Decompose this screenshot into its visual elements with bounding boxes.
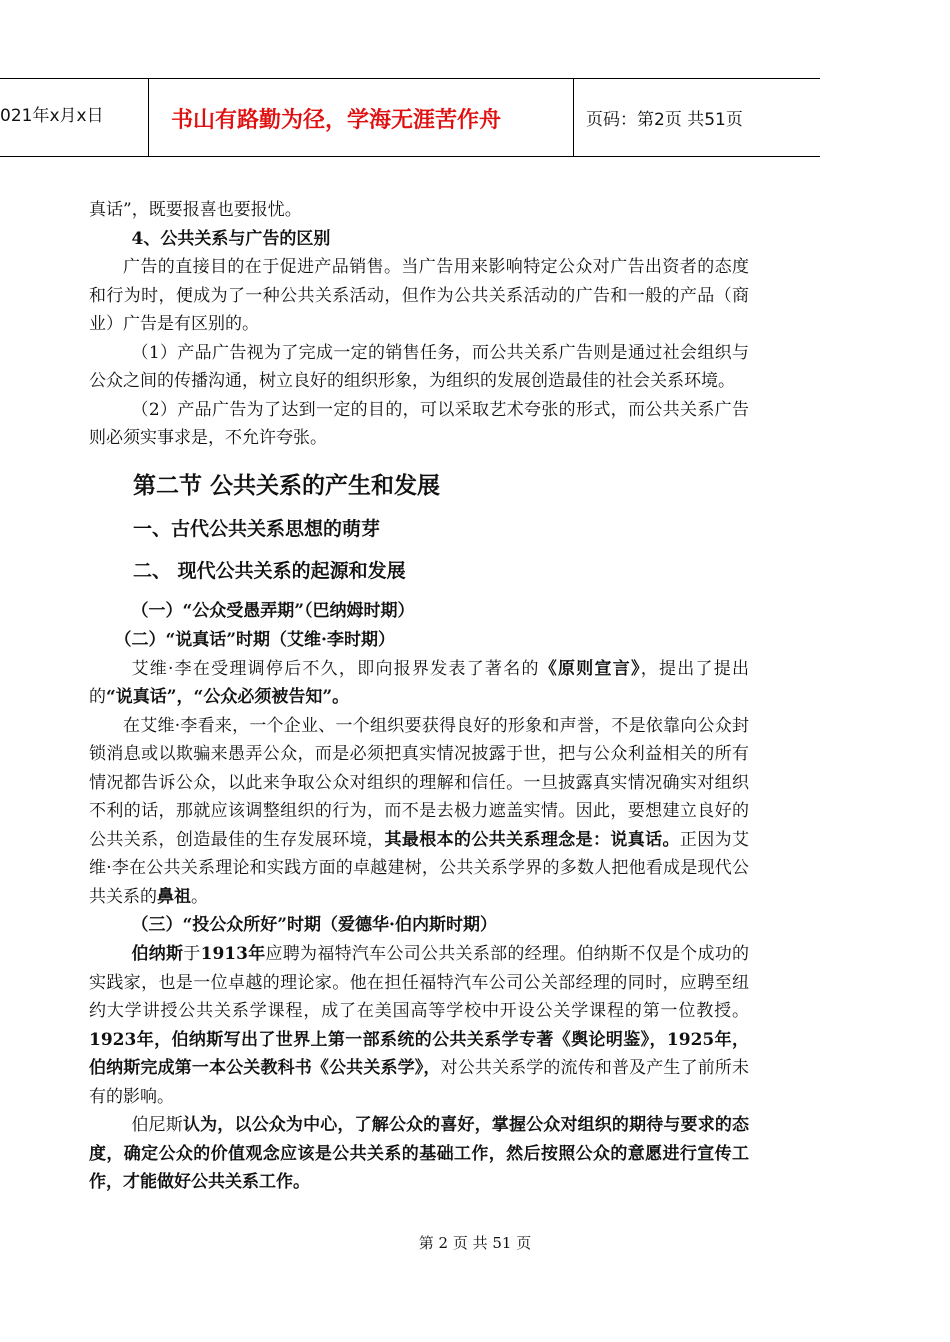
text-span: 。 (191, 886, 208, 907)
section-title: 第二节 公共关系的产生和发展 (133, 472, 441, 499)
text-span: 于 (183, 944, 201, 964)
paragraph-ivy-lee-declaration (89, 655, 749, 712)
document-body (89, 196, 749, 1197)
text-bold-span: “说真话”，“公众必须被告知”。 (106, 687, 350, 707)
text-bold-span: 1913年 (200, 944, 266, 964)
text-bold-span: 伯纳斯 (131, 944, 184, 964)
paragraph-continuation: 真话”，既要报喜也要报忧。 (89, 200, 302, 220)
paragraph-bernays-view (89, 1111, 749, 1197)
paragraph-ivy-lee-view (89, 712, 749, 912)
page-footer: 第 2 页 共 51 页 (418, 1234, 532, 1252)
subheading-ivy-lee-period: （二）“说真话”时期（艾维·李时期） (114, 629, 395, 650)
text-bold-span: 1923年，伯纳斯写出了世界上第一部系统的公共关系学专著《舆论明鉴》，1925年，伯纳斯完成第一本公关教科书《公共关系学》， (89, 1029, 749, 1078)
page-header (0, 78, 820, 157)
text-span: 正因为艾维·李在公共关系理论和实践方面的卓越建树，公共关系学界的多数人把他看成是现代公共关系的 (89, 829, 750, 907)
paragraph-ad-point-2: （2）产品广告为了达到一定的目的，可以采取艺术夸张的形式，而公共关系广告则必须实事求是，不允许夸张。 (89, 399, 749, 448)
text-span: 应聘为福特汽车公司公共关系部的经理。伯纳斯不仅是个成功的实践家，也是一位卓越的理论家。他在担任福特汽车公司公关部经理的同时，应聘至纽约大学讲授公共关系学课程，成了在美国高等学校中开设公关学课程的第一位教授。 (89, 944, 750, 1021)
subheading-barnum-period: （一）“公众受愚弄期”（巴纳姆时期） (131, 600, 415, 621)
text-bold-span: 鼻祖 (157, 886, 191, 907)
text-span: 伯尼斯 (131, 1115, 183, 1135)
header-page-info: 页码：第2页 共51页 (586, 110, 743, 130)
paragraph-ad-point-1: （1）产品广告视为了完成一定的销售任务，而公共关系广告则是通过社会组织与公众之间的传播沟通，树立良好的组织形象，为组织的发展创造最佳的社会关系环境。 (89, 342, 749, 391)
text-bold-span: 其最根本的公共关系理念是：说真话。 (384, 829, 680, 850)
text-bold-span: 《原则宣言》 (539, 658, 641, 679)
text-span: 对公共关系学的流传和普及产生了前所未有的影响。 (89, 1058, 750, 1107)
paragraph-ad-intro: 广告的直接目的在于促进产品销售。当广告用来影响特定公众对广告出资者的态度和行为时，便成为了一种公共关系活动，但作为公共关系活动的广告和一般的产品（商业）广告是有区别的。 (89, 257, 749, 334)
subheading-bernays-period: （三）“投公众所好”时期（爱德华·伯内斯时期） (131, 915, 497, 935)
header-motto: 书山有路勤为径，学海无涯苦作舟 (171, 108, 502, 133)
heading-ad-difference: 4、公共关系与广告的区别 (131, 228, 331, 249)
text-span: 艾维·李在受理调停后不久，即向报界发表了著名的 (131, 658, 540, 679)
header-page-cell (575, 79, 820, 156)
text-bold-span: 认为，以公众为中心，了解公众的喜好，掌握公众对组织的期待与要求的态度，确定公众的价值观念应该是公共关系的基础工作，然后按照公众的意愿进行宣传工作，才能做好公共关系工作。 (89, 1115, 750, 1192)
text-span: ，提出了提出的 (89, 658, 750, 707)
header-date: 021年x月x日 (0, 106, 104, 126)
header-motto-cell (149, 79, 574, 156)
header-date-cell (0, 79, 149, 156)
heading-modern-pr: 二、 现代公共关系的起源和发展 (133, 559, 406, 582)
paragraph-bernays-career (89, 940, 749, 1111)
text-span: 在艾维·李看来，一个企业、一个组织要获得良好的形象和声誉，不是依靠向公众封锁消息或以欺骗来愚弄公众，而是必须把真实情况披露于世，把与公众利益相关的所有情况都告诉公众，以此来争取公众对组织的理解和信任。一旦披露真实情况确实对组织不利的话，那就应该调整组织的行为，而不是去极力遮盖实情。因此，要想建立良好的公共关系，创造最佳的生存发展环境， (89, 715, 749, 850)
heading-ancient-pr: 一、古代公共关系思想的萌芽 (133, 517, 381, 540)
